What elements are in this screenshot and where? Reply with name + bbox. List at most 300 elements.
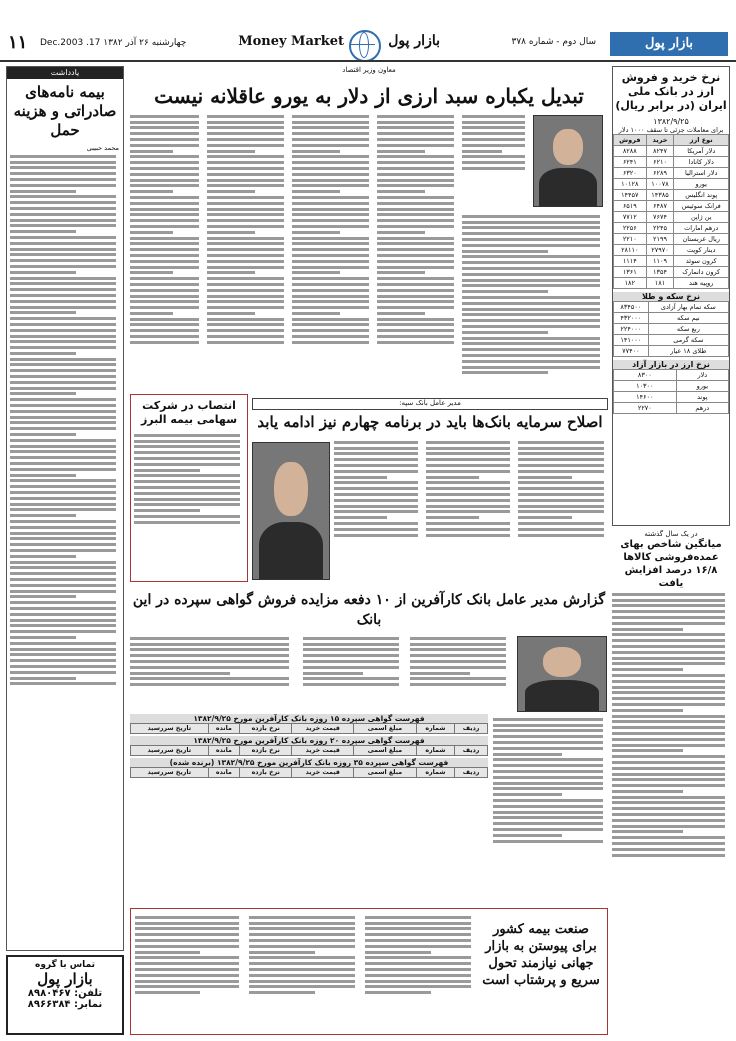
text-line — [377, 225, 454, 228]
text-line — [612, 738, 725, 741]
text-line — [462, 155, 525, 158]
industry-col-1 — [365, 913, 475, 997]
text-line — [207, 306, 284, 309]
text-line — [130, 283, 199, 286]
text-line — [410, 654, 506, 657]
free-price: ۱۴۶۰۰ — [614, 392, 677, 403]
text-line — [135, 933, 239, 936]
text-line — [462, 215, 600, 218]
text-line — [377, 115, 454, 118]
text-line — [462, 290, 548, 293]
text-line — [377, 208, 454, 211]
text-line — [130, 173, 199, 176]
text-line — [10, 271, 76, 274]
text-line — [292, 254, 369, 257]
text-line — [334, 505, 418, 508]
text-line — [365, 980, 471, 983]
text-line — [10, 190, 76, 193]
text-line — [130, 306, 199, 309]
text-line — [303, 648, 399, 651]
text-line — [612, 651, 725, 654]
text-line — [612, 830, 683, 833]
text-line — [130, 672, 230, 675]
text-line — [134, 451, 240, 454]
text-line — [612, 773, 725, 776]
rate-buy: ۱۴۳۸۵ — [646, 190, 674, 201]
bank-kicker: مدیر عامل بانک سپه: — [252, 398, 608, 410]
text-line — [462, 250, 548, 253]
coin-name: ربع سکه — [648, 324, 728, 335]
text-line — [426, 493, 510, 496]
text-line — [130, 219, 199, 222]
text-line — [462, 255, 600, 258]
text-line — [249, 991, 315, 994]
cert-col-header: ردیف — [455, 724, 488, 734]
cert-col-header: ردیف — [455, 746, 488, 756]
text-line — [10, 445, 116, 448]
text-line — [377, 219, 454, 222]
text-line — [518, 441, 604, 444]
text-line — [10, 335, 116, 338]
rate-row — [614, 223, 729, 234]
index-body — [612, 593, 730, 857]
text-line — [207, 231, 255, 234]
text-line — [612, 790, 683, 793]
text-line — [518, 505, 604, 508]
text-line — [135, 956, 239, 959]
text-line — [10, 416, 116, 419]
official-photo — [533, 115, 603, 207]
text-line — [518, 516, 572, 519]
text-line — [612, 854, 725, 857]
text-line — [130, 115, 199, 118]
main-kicker: معاون وزیر اقتصاد — [342, 66, 396, 74]
coins-table — [613, 301, 729, 357]
text-line — [292, 341, 369, 344]
text-line — [377, 242, 454, 245]
text-line — [334, 458, 418, 461]
cert-col-header: نرخ بازده — [240, 768, 292, 778]
text-line — [612, 628, 683, 631]
text-line — [207, 335, 284, 338]
text-line — [10, 665, 116, 668]
text-line — [207, 132, 284, 135]
text-line — [10, 253, 116, 256]
text-line — [612, 825, 725, 828]
issue-number: سال دوم - شماره ۳۷۸ — [511, 37, 596, 47]
cert-header-row — [131, 724, 488, 734]
text-line — [130, 637, 289, 640]
text-line — [410, 643, 506, 646]
text-line — [410, 637, 506, 640]
text-line — [10, 340, 116, 343]
text-line — [10, 561, 116, 564]
text-line — [134, 463, 240, 466]
text-line — [207, 121, 284, 124]
text-line — [365, 985, 471, 988]
text-line — [130, 323, 199, 326]
text-line — [377, 318, 454, 321]
free-price: ۱۰۳۰۰ — [614, 381, 677, 392]
text-line — [612, 674, 725, 677]
rate-sell: ۶۵۱۹ — [614, 201, 647, 212]
text-line — [249, 945, 355, 948]
text-line — [493, 718, 603, 721]
editorial-kicker: یادداشت — [7, 67, 123, 79]
text-line — [518, 534, 604, 537]
text-line — [135, 980, 239, 983]
text-line — [462, 132, 525, 135]
text-line — [10, 497, 116, 500]
text-line — [612, 691, 725, 694]
text-line — [10, 166, 116, 169]
text-line — [10, 346, 116, 349]
text-line — [10, 474, 76, 477]
text-line — [410, 683, 506, 686]
text-line — [134, 457, 240, 460]
rate-buy: ۱۸۱ — [646, 278, 674, 289]
text-line — [493, 782, 603, 785]
karafarin-col-1 — [493, 715, 608, 905]
text-line — [303, 666, 399, 669]
text-line — [426, 528, 510, 531]
text-line — [207, 248, 284, 251]
text-line — [10, 456, 116, 459]
text-line — [462, 325, 600, 328]
text-line — [426, 476, 479, 479]
text-line — [493, 811, 603, 814]
text-line — [426, 516, 479, 519]
text-line — [130, 295, 199, 298]
text-line — [462, 150, 502, 153]
text-line — [249, 980, 355, 983]
text-line — [426, 447, 510, 450]
text-line — [462, 348, 600, 351]
text-line — [130, 144, 199, 147]
free-currency: پوند — [676, 392, 728, 403]
text-line — [10, 213, 116, 216]
text-line — [207, 341, 284, 344]
rate-sell: ۲۸۱۱۰ — [614, 245, 647, 256]
text-line — [377, 289, 454, 292]
text-line — [10, 172, 116, 175]
text-line — [130, 184, 199, 187]
cert-col-header: مانده — [208, 768, 240, 778]
text-line — [130, 208, 199, 211]
text-line — [130, 179, 199, 182]
coin-row — [614, 335, 729, 346]
text-line — [249, 939, 355, 942]
text-line — [134, 434, 240, 437]
text-line — [135, 974, 239, 977]
text-line — [130, 155, 199, 158]
text-line — [292, 306, 369, 309]
index-kicker: در یک سال گذشته — [644, 530, 698, 538]
text-line — [518, 447, 604, 450]
text-line — [426, 452, 510, 455]
text-line — [207, 323, 284, 326]
text-line — [377, 283, 454, 286]
text-line — [130, 150, 173, 153]
text-line — [493, 741, 603, 744]
text-line — [10, 277, 116, 280]
coin-name: سکه گرمی — [648, 335, 728, 346]
rate-row — [614, 212, 729, 223]
text-line — [377, 155, 454, 158]
text-line — [493, 764, 603, 767]
rate-buy: ۲۲۴۵ — [646, 223, 674, 234]
text-line — [207, 208, 284, 211]
text-line — [130, 318, 199, 321]
text-line — [292, 126, 369, 129]
text-line — [365, 951, 431, 954]
text-line — [612, 703, 725, 706]
text-line — [292, 155, 369, 158]
karafarin-ceo-photo — [517, 636, 607, 712]
text-line — [303, 683, 399, 686]
rate-buy: ۸۲۴۷ — [646, 146, 674, 157]
text-line — [377, 196, 454, 199]
text-line — [612, 749, 683, 752]
text-line — [410, 666, 506, 669]
text-line — [377, 190, 425, 193]
text-line — [10, 659, 116, 662]
text-line — [130, 683, 289, 686]
text-line — [10, 566, 116, 569]
text-line — [134, 445, 240, 448]
text-line — [334, 481, 418, 484]
text-line — [377, 306, 454, 309]
text-line — [518, 458, 604, 461]
rate-currency: ین ژاپن — [674, 212, 729, 223]
text-line — [207, 144, 284, 147]
text-line — [462, 354, 600, 357]
text-line — [10, 230, 76, 233]
text-line — [493, 724, 603, 727]
text-line — [612, 842, 725, 845]
text-line — [518, 493, 604, 496]
text-line — [130, 643, 289, 646]
text-line — [292, 196, 369, 199]
text-line — [493, 822, 603, 825]
editorial-column — [6, 66, 124, 951]
text-line — [426, 510, 510, 513]
text-line — [377, 271, 425, 274]
text-line — [10, 288, 116, 291]
text-line — [130, 289, 199, 292]
contact-box — [6, 955, 124, 1035]
cert-col-header: مانده — [208, 746, 240, 756]
rate-row — [614, 234, 729, 245]
karafarin-col-2 — [410, 634, 510, 714]
cert-header-row — [131, 768, 488, 778]
text-line — [518, 470, 604, 473]
text-line — [292, 138, 369, 141]
text-line — [10, 317, 116, 320]
text-line — [612, 720, 725, 723]
text-line — [10, 329, 116, 332]
text-line — [134, 521, 240, 524]
text-line — [518, 481, 604, 484]
free-price: ۲۲۷۰ — [614, 403, 677, 414]
text-line — [612, 604, 725, 607]
text-line — [134, 492, 240, 495]
text-line — [10, 595, 76, 598]
text-line — [612, 778, 725, 781]
text-line — [207, 242, 284, 245]
text-line — [207, 300, 284, 303]
coin-name: نیم سکه — [648, 313, 728, 324]
text-line — [130, 213, 199, 216]
text-line — [410, 677, 506, 680]
text-line — [377, 237, 454, 240]
text-line — [292, 248, 369, 251]
text-line — [134, 469, 200, 472]
text-line — [377, 213, 454, 216]
industry-col-3 — [135, 913, 243, 997]
text-line — [377, 312, 425, 315]
cert-col-header: تاریخ سررسید — [131, 724, 209, 734]
text-line — [292, 260, 369, 263]
cert-col-header: قیمت خرید — [292, 768, 354, 778]
text-line — [377, 295, 454, 298]
text-line — [292, 173, 369, 176]
text-line — [462, 161, 525, 164]
text-line — [518, 499, 604, 502]
text-line — [130, 242, 199, 245]
text-line — [207, 155, 284, 158]
text-line — [462, 121, 525, 124]
text-line — [134, 498, 240, 501]
text-line — [10, 363, 116, 366]
main-col-1a — [462, 112, 528, 210]
text-line — [135, 945, 239, 948]
text-line — [292, 335, 369, 338]
cert-col-header: مبلغ اسمی — [354, 724, 416, 734]
text-line — [207, 126, 284, 129]
rate-currency: ریال عربستان — [674, 234, 729, 245]
text-line — [292, 219, 369, 222]
text-line — [130, 196, 199, 199]
text-line — [134, 474, 240, 477]
text-line — [334, 464, 418, 467]
text-line — [377, 248, 454, 251]
text-line — [518, 487, 604, 490]
text-line — [10, 387, 116, 390]
text-line — [493, 747, 603, 750]
text-line — [334, 510, 418, 513]
text-line — [426, 487, 510, 490]
main-article-title: تبدیل یکباره سبد ارزی از دلار به یورو عاقلانه نیست — [154, 84, 584, 108]
rate-currency: دینار کویت — [674, 245, 729, 256]
text-line — [462, 284, 600, 287]
cert-table-2 — [130, 745, 488, 756]
text-line — [292, 115, 369, 118]
text-line — [10, 265, 116, 268]
text-line — [10, 184, 116, 187]
coin-row — [614, 346, 729, 357]
text-line — [10, 636, 76, 639]
text-line — [365, 922, 471, 925]
bank-col-2 — [426, 438, 514, 584]
text-line — [612, 819, 725, 822]
text-line — [10, 682, 116, 685]
wholesale-index-article — [612, 530, 730, 950]
text-line — [10, 300, 116, 303]
text-line — [10, 375, 116, 378]
text-line — [10, 207, 116, 210]
text-line — [130, 341, 199, 344]
text-line — [10, 282, 116, 285]
text-line — [493, 753, 562, 756]
text-line — [207, 179, 284, 182]
text-line — [493, 735, 603, 738]
text-line — [292, 161, 369, 164]
text-line — [10, 398, 116, 401]
text-line — [612, 622, 725, 625]
text-line — [207, 167, 284, 170]
text-line — [135, 991, 200, 994]
text-line — [426, 464, 510, 467]
text-line — [493, 805, 603, 808]
text-line — [249, 956, 355, 959]
text-line — [612, 715, 725, 718]
cert-col-header: ردیف — [455, 768, 488, 778]
text-line — [303, 660, 399, 663]
text-line — [207, 190, 255, 193]
text-line — [135, 927, 239, 930]
text-line — [135, 962, 239, 965]
text-line — [377, 323, 454, 326]
text-line — [612, 599, 725, 602]
rate-row — [614, 146, 729, 157]
text-line — [207, 196, 284, 199]
text-line — [303, 654, 399, 657]
coin-price: ۷۷۴۰۰ — [614, 346, 649, 357]
coin-price: ۴۳۲۰۰۰ — [614, 313, 649, 324]
text-line — [365, 927, 471, 930]
text-line — [612, 686, 725, 689]
text-line — [377, 144, 454, 147]
text-line — [493, 793, 562, 796]
free-currency: یورو — [676, 381, 728, 392]
rate-currency: دلار کانادا — [674, 157, 729, 168]
text-line — [462, 221, 600, 224]
text-line — [10, 450, 116, 453]
rate-buy: ۲۱۹۹ — [646, 234, 674, 245]
text-line — [334, 516, 387, 519]
editorial-author: محمد حبیبی — [86, 144, 119, 152]
rate-buy: ۶۲۱۰ — [646, 157, 674, 168]
text-line — [10, 601, 116, 604]
text-line — [334, 534, 418, 537]
text-line — [249, 922, 355, 925]
coin-row — [614, 324, 729, 335]
rate-buy: ۲۷۹۷۰ — [646, 245, 674, 256]
text-line — [207, 237, 284, 240]
text-line — [10, 352, 76, 355]
text-line — [10, 311, 76, 314]
coins-title: نرخ سکه و طلا — [613, 292, 729, 301]
text-line — [292, 266, 369, 269]
text-line — [612, 836, 725, 839]
text-line — [426, 505, 510, 508]
text-line — [493, 828, 603, 831]
text-line — [292, 231, 340, 234]
text-line — [292, 144, 369, 147]
text-line — [292, 208, 369, 211]
text-line — [10, 537, 116, 540]
